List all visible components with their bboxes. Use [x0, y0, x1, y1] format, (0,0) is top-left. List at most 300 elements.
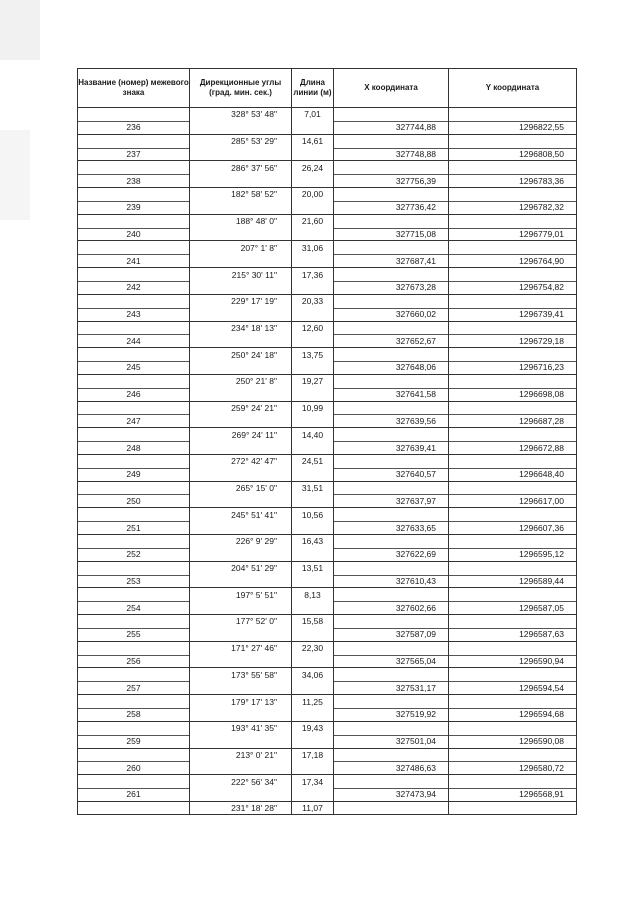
- line-length: 13,75: [301, 349, 324, 360]
- row-divider: [78, 681, 189, 682]
- direction-angle: 231° 18' 28": [231, 802, 277, 813]
- row-divider: [449, 228, 576, 229]
- row-divider: [334, 388, 448, 389]
- table-body: [78, 108, 576, 815]
- row-divider: [78, 334, 189, 335]
- row-divider: [334, 414, 448, 415]
- table-cell: [78, 508, 190, 534]
- table-cell: [292, 722, 334, 748]
- row-divider: [449, 441, 576, 442]
- table-row: [78, 108, 576, 135]
- y-coordinate: 1296739,41: [519, 309, 564, 320]
- x-coordinate: 327687,41: [395, 255, 436, 266]
- y-coordinate: 1296595,12: [519, 549, 564, 560]
- y-coordinate: 1296568,91: [519, 789, 564, 800]
- direction-angle: 207° 1' 8": [240, 242, 277, 253]
- table-cell: [292, 241, 334, 267]
- y-coordinate: 1296698,08: [519, 389, 564, 400]
- x-coordinate: 327736,42: [395, 202, 436, 213]
- y-coordinate: 1296594,68: [519, 709, 564, 720]
- table-cell: [334, 535, 449, 561]
- table-cell: [190, 402, 292, 428]
- table-cell: [292, 322, 334, 348]
- y-coordinate: 1296808,50: [519, 148, 564, 159]
- point-name: 247: [126, 415, 141, 426]
- header-length: Длина линии (м): [292, 69, 334, 107]
- table-cell: [78, 188, 190, 214]
- x-coordinate: 327602,66: [395, 602, 436, 613]
- y-coordinate: 1296729,18: [519, 335, 564, 346]
- row-divider: [78, 201, 189, 202]
- y-coordinate: 1296754,82: [519, 282, 564, 293]
- direction-angle: 215° 30' 11": [231, 269, 277, 280]
- row-divider: [78, 628, 189, 629]
- table-row: [78, 241, 576, 268]
- table-cell: [449, 562, 576, 588]
- table-row: [78, 508, 576, 535]
- row-divider: [78, 735, 189, 736]
- table-cell: [449, 215, 576, 241]
- table-cell: [190, 482, 292, 508]
- x-coordinate: 327587,09: [395, 629, 436, 640]
- line-length: 31,06: [301, 242, 324, 253]
- row-divider: [449, 174, 576, 175]
- table-cell: [78, 722, 190, 748]
- table-cell: [78, 348, 190, 374]
- row-divider: [78, 281, 189, 282]
- row-divider: [334, 628, 448, 629]
- table-cell: [449, 108, 576, 134]
- row-divider: [449, 201, 576, 202]
- row-divider: [78, 228, 189, 229]
- y-coordinate: 1296687,28: [519, 415, 564, 426]
- table-cell: [334, 588, 449, 614]
- line-length: 19,43: [301, 723, 324, 734]
- table-cell: [334, 695, 449, 721]
- point-name: 257: [126, 682, 141, 693]
- row-divider: [449, 361, 576, 362]
- header-x: X координата: [334, 69, 449, 107]
- line-length: 20,33: [301, 296, 324, 307]
- line-length: 19,27: [301, 376, 324, 387]
- table-cell: [334, 215, 449, 241]
- table-row: [78, 695, 576, 722]
- table-cell: [190, 135, 292, 161]
- line-length: 17,36: [301, 269, 324, 280]
- table-cell: [449, 668, 576, 694]
- table-cell: [334, 455, 449, 481]
- x-coordinate: 327673,28: [395, 282, 436, 293]
- table-cell: [334, 802, 449, 814]
- y-coordinate: 1296587,63: [519, 629, 564, 640]
- row-divider: [334, 681, 448, 682]
- x-coordinate: 327648,06: [395, 362, 436, 373]
- point-name: 253: [126, 575, 141, 586]
- row-divider: [78, 601, 189, 602]
- table-cell: [334, 482, 449, 508]
- point-name: 258: [126, 709, 141, 720]
- table-row: [78, 562, 576, 589]
- table-cell: [78, 215, 190, 241]
- table-cell: [78, 695, 190, 721]
- direction-angle: 171° 27' 46": [231, 643, 277, 654]
- row-divider: [334, 788, 448, 789]
- table-cell: [190, 215, 292, 241]
- y-coordinate: 1296617,00: [519, 495, 564, 506]
- line-length: 16,43: [301, 536, 324, 547]
- table-row: [78, 668, 576, 695]
- y-coordinate: 1296580,72: [519, 762, 564, 773]
- table-cell: [190, 668, 292, 694]
- x-coordinate: 327639,41: [395, 442, 436, 453]
- row-divider: [78, 174, 189, 175]
- table-cell: [190, 775, 292, 801]
- table-cell: [190, 348, 292, 374]
- row-divider: [334, 281, 448, 282]
- point-name: 256: [126, 656, 141, 667]
- line-length: 12,60: [301, 322, 324, 333]
- table-cell: [190, 535, 292, 561]
- point-name: 249: [126, 469, 141, 480]
- point-name: 261: [126, 789, 141, 800]
- table-cell: [334, 348, 449, 374]
- table-cell: [190, 241, 292, 267]
- table-cell: [78, 135, 190, 161]
- x-coordinate: 327473,94: [395, 789, 436, 800]
- line-length: 20,00: [301, 189, 324, 200]
- point-name: 254: [126, 602, 141, 613]
- point-name: 250: [126, 495, 141, 506]
- row-divider: [334, 468, 448, 469]
- row-divider: [334, 121, 448, 122]
- table-cell: [449, 722, 576, 748]
- table-row: [78, 135, 576, 162]
- x-coordinate: 327715,08: [395, 229, 436, 240]
- x-coordinate: 327637,97: [395, 495, 436, 506]
- table-cell: [292, 802, 334, 814]
- point-name: 240: [126, 229, 141, 240]
- y-coordinate: 1296822,55: [519, 122, 564, 133]
- table-cell: [78, 535, 190, 561]
- table-row: [78, 588, 576, 615]
- table-cell: [449, 588, 576, 614]
- table-row: [78, 375, 576, 402]
- x-coordinate: 327640,57: [395, 469, 436, 480]
- direction-angle: 173° 55' 58": [231, 669, 277, 680]
- direction-angle: 265° 15' 0": [235, 483, 277, 494]
- row-divider: [449, 575, 576, 576]
- row-divider: [78, 414, 189, 415]
- line-length: 13,51: [301, 563, 324, 574]
- direction-angle: 193° 41' 35": [231, 723, 277, 734]
- row-divider: [449, 388, 576, 389]
- table-cell: [334, 322, 449, 348]
- line-length: 11,07: [302, 802, 323, 813]
- table-cell: [78, 562, 190, 588]
- row-divider: [78, 148, 189, 149]
- line-length: 17,18: [301, 749, 324, 760]
- line-length: 21,60: [301, 216, 324, 227]
- direction-angle: 234° 18' 13": [231, 322, 277, 333]
- direction-angle: 259° 24' 21": [231, 402, 277, 413]
- point-name: 245: [126, 362, 141, 373]
- row-divider: [334, 494, 448, 495]
- table-cell: [449, 188, 576, 214]
- row-divider: [334, 601, 448, 602]
- table-cell: [334, 108, 449, 134]
- direction-angle: 250° 21' 8": [235, 376, 277, 387]
- row-divider: [78, 575, 189, 576]
- y-coordinate: 1296590,94: [519, 656, 564, 667]
- direction-angle: 286° 37' 56": [231, 162, 277, 173]
- y-coordinate: 1296594,54: [519, 682, 564, 693]
- line-length: 14,40: [301, 429, 324, 440]
- row-divider: [334, 228, 448, 229]
- x-coordinate: 327633,65: [395, 522, 436, 533]
- table-cell: [78, 588, 190, 614]
- x-coordinate: 327622,69: [395, 549, 436, 560]
- row-divider: [78, 361, 189, 362]
- table-cell: [190, 108, 292, 134]
- y-coordinate: 1296587,05: [519, 602, 564, 613]
- line-length: 14,61: [301, 136, 324, 147]
- direction-angle: 182° 58' 52": [231, 189, 277, 200]
- row-divider: [334, 441, 448, 442]
- table-cell: [78, 455, 190, 481]
- table-cell: [292, 615, 334, 641]
- table-cell: [190, 588, 292, 614]
- row-divider: [449, 308, 576, 309]
- x-coordinate: 327748,88: [395, 148, 436, 159]
- table-cell: [190, 322, 292, 348]
- table-cell: [78, 642, 190, 668]
- table-row: [78, 775, 576, 802]
- direction-angle: 222° 56' 34": [231, 776, 277, 787]
- table-cell: [292, 588, 334, 614]
- row-divider: [449, 735, 576, 736]
- row-divider: [449, 788, 576, 789]
- table-cell: [78, 749, 190, 775]
- line-length: 22,30: [301, 643, 324, 654]
- row-divider: [449, 628, 576, 629]
- line-length: 7,01: [304, 109, 321, 120]
- table-cell: [334, 615, 449, 641]
- table-cell: [292, 375, 334, 401]
- table-cell: [334, 562, 449, 588]
- point-name: 246: [126, 389, 141, 400]
- table-cell: [190, 722, 292, 748]
- row-divider: [334, 361, 448, 362]
- row-divider: [78, 761, 189, 762]
- table-cell: [292, 508, 334, 534]
- direction-angle: 285° 53' 29": [231, 136, 277, 147]
- table-cell: [449, 482, 576, 508]
- table-cell: [449, 268, 576, 294]
- table-cell: [334, 749, 449, 775]
- point-name: 244: [126, 335, 141, 346]
- table-cell: [190, 268, 292, 294]
- table-row: [78, 268, 576, 295]
- table-cell: [190, 695, 292, 721]
- table-cell: [449, 508, 576, 534]
- x-coordinate: 327744,88: [395, 122, 436, 133]
- point-name: 260: [126, 762, 141, 773]
- table-cell: [190, 642, 292, 668]
- row-divider: [449, 148, 576, 149]
- point-name: 236: [126, 122, 141, 133]
- table-cell: [334, 161, 449, 187]
- table-cell: [78, 428, 190, 454]
- row-divider: [78, 788, 189, 789]
- row-divider: [78, 388, 189, 389]
- row-divider: [334, 521, 448, 522]
- table-cell: [334, 775, 449, 801]
- table-cell: [78, 322, 190, 348]
- table-cell: [190, 375, 292, 401]
- row-divider: [449, 655, 576, 656]
- point-name: 259: [126, 736, 141, 747]
- row-divider: [449, 121, 576, 122]
- x-coordinate: 327641,58: [395, 389, 436, 400]
- table-cell: [292, 668, 334, 694]
- x-coordinate: 327610,43: [395, 575, 436, 586]
- direction-angle: 269° 24' 11": [231, 429, 277, 440]
- table-cell: [449, 241, 576, 267]
- table-cell: [449, 642, 576, 668]
- line-length: 34,06: [301, 669, 324, 680]
- x-coordinate: 327565,04: [395, 656, 436, 667]
- boundary-table: [77, 68, 577, 815]
- row-divider: [78, 548, 189, 549]
- row-divider: [334, 308, 448, 309]
- table-cell: [449, 375, 576, 401]
- line-length: 17,34: [301, 776, 324, 787]
- table-cell: [78, 802, 190, 814]
- table-row: [78, 215, 576, 242]
- table-cell: [190, 749, 292, 775]
- table-cell: [449, 775, 576, 801]
- row-divider: [334, 655, 448, 656]
- y-coordinate: 1296590,08: [519, 736, 564, 747]
- line-length: 10,56: [301, 509, 324, 520]
- table-cell: [292, 161, 334, 187]
- table-cell: [449, 135, 576, 161]
- table-cell: [449, 402, 576, 428]
- x-coordinate: 327531,17: [395, 682, 436, 693]
- direction-angle: 179° 17' 13": [231, 696, 277, 707]
- direction-angle: 328° 53' 48": [231, 109, 277, 120]
- table-cell: [292, 215, 334, 241]
- table-cell: [292, 749, 334, 775]
- direction-angle: 229° 17' 19": [231, 296, 277, 307]
- table-cell: [190, 455, 292, 481]
- row-divider: [78, 708, 189, 709]
- table-cell: [334, 188, 449, 214]
- table-cell: [78, 268, 190, 294]
- table-cell: [190, 562, 292, 588]
- row-divider: [449, 281, 576, 282]
- table-cell: [292, 135, 334, 161]
- table-row: [78, 322, 576, 349]
- table-cell: [78, 295, 190, 321]
- y-coordinate: 1296648,40: [519, 469, 564, 480]
- row-divider: [449, 494, 576, 495]
- table-cell: [334, 241, 449, 267]
- x-coordinate: 327486,63: [395, 762, 436, 773]
- table-row: [78, 749, 576, 776]
- table-row: [78, 535, 576, 562]
- line-length: 10,99: [301, 402, 324, 413]
- scan-noise: [0, 130, 30, 220]
- row-divider: [78, 254, 189, 255]
- table-row: [78, 642, 576, 669]
- row-divider: [449, 254, 576, 255]
- table-cell: [78, 108, 190, 134]
- table-cell: [78, 161, 190, 187]
- row-divider: [449, 414, 576, 415]
- table-cell: [78, 241, 190, 267]
- point-name: 251: [126, 522, 141, 533]
- x-coordinate: 327660,02: [395, 309, 436, 320]
- table-cell: [78, 482, 190, 508]
- table-row: [78, 722, 576, 749]
- direction-angle: 197° 5' 51": [235, 589, 277, 600]
- point-name: 237: [126, 148, 141, 159]
- y-coordinate: 1296716,23: [519, 362, 564, 373]
- row-divider: [334, 708, 448, 709]
- table-cell: [292, 348, 334, 374]
- table-row: [78, 428, 576, 455]
- table-cell: [334, 722, 449, 748]
- scan-noise: [0, 0, 40, 60]
- table-cell: [190, 161, 292, 187]
- direction-angle: 204° 51' 29": [231, 563, 277, 574]
- row-divider: [449, 681, 576, 682]
- table-row: [78, 295, 576, 322]
- row-divider: [334, 254, 448, 255]
- table-row: [78, 188, 576, 215]
- x-coordinate: 327756,39: [395, 175, 436, 186]
- table-cell: [334, 508, 449, 534]
- row-divider: [449, 601, 576, 602]
- table-cell: [334, 668, 449, 694]
- table-cell: [334, 135, 449, 161]
- table-cell: [78, 775, 190, 801]
- row-divider: [334, 761, 448, 762]
- table-row: [78, 348, 576, 375]
- table-header: [78, 69, 576, 108]
- table-cell: [78, 375, 190, 401]
- row-divider: [449, 548, 576, 549]
- table-cell: [292, 562, 334, 588]
- row-divider: [449, 708, 576, 709]
- y-coordinate: 1296589,44: [519, 575, 564, 586]
- line-length: 8,13: [304, 589, 321, 600]
- row-divider: [78, 521, 189, 522]
- point-name: 252: [126, 549, 141, 560]
- table-cell: [449, 615, 576, 641]
- row-divider: [334, 575, 448, 576]
- table-cell: [292, 188, 334, 214]
- row-divider: [334, 334, 448, 335]
- table-cell: [78, 615, 190, 641]
- row-divider: [449, 468, 576, 469]
- table-cell: [334, 428, 449, 454]
- table-cell: [292, 535, 334, 561]
- table-cell: [334, 642, 449, 668]
- table-cell: [292, 428, 334, 454]
- point-name: 242: [126, 282, 141, 293]
